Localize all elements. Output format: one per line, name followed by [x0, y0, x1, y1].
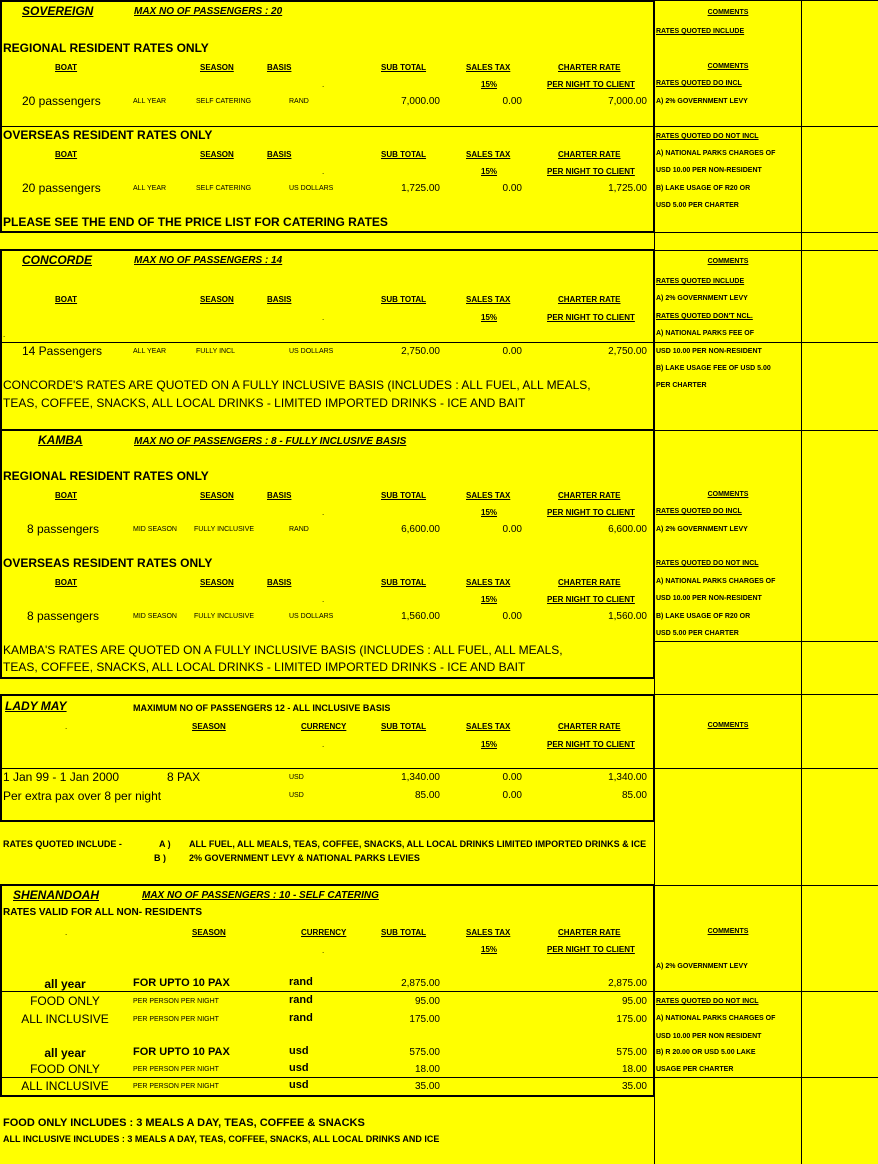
comment-line: RATES QUOTED INCLUDE — [656, 278, 745, 285]
boat-name-concorde: CONCORDE — [22, 253, 93, 267]
header-season: SEASON — [192, 722, 226, 731]
header-tax-pct: 15% — [481, 740, 498, 749]
comment-line: B) LAKE USAGE OF R20 OR — [656, 613, 751, 620]
row-season: PER PERSON PER NIGHT — [133, 1083, 219, 1090]
header-per-night: PER NIGHT TO CLIENT — [547, 167, 635, 176]
row-rate: 18.00 — [621, 1064, 647, 1075]
row-currency: rand — [289, 994, 313, 1006]
row-currency: usd — [289, 1079, 309, 1091]
kamba-note-1: KAMBA'S RATES ARE QUOTED ON A FULLY INCLUSIVE BASIS (INCLUDES : ALL FUEL, ALL MEALS, — [3, 643, 563, 657]
comment-line: RATES QUOTED DO NOT INCL — [656, 998, 759, 1005]
header-subtotal: SUB TOTAL — [381, 578, 427, 587]
header-charter: CHARTER RATE — [558, 578, 621, 587]
comments-heading: COMMENTS — [707, 928, 749, 935]
row-currency: USD — [289, 792, 304, 799]
food-only-note: FOOD ONLY INCLUDES : 3 MEALS A DAY, TEAS, COFFEE & SNACKS — [3, 1117, 365, 1129]
comments-heading: COMMENTS — [707, 63, 749, 70]
grid-line — [654, 885, 878, 886]
header-per-night: PER NIGHT TO CLIENT — [547, 595, 635, 604]
row-subtotal: 7,000.00 — [401, 96, 440, 107]
header-subtotal: SUB TOTAL — [381, 928, 427, 937]
row-currency: US DOLLARS — [289, 348, 334, 355]
row-subtotal: 2,750.00 — [401, 346, 440, 357]
row-subtotal: 1,560.00 — [401, 611, 440, 622]
comment-line: USD 10.00 PER NON-RESIDENT — [656, 167, 762, 174]
row-currency: RAND — [289, 526, 309, 533]
row-season: ALL YEAR — [133, 98, 167, 105]
header-subtotal: SUB TOTAL — [381, 150, 427, 159]
header-season: SEASON — [200, 63, 234, 72]
row-boat: 8 passengers — [27, 522, 100, 536]
grid-line — [654, 0, 878, 1]
header-dot: . — [322, 508, 325, 517]
max-passengers-ladymay: MAXIMUM NO OF PASSENGERS 12 - ALL INCLUSIVE BASIS — [133, 703, 391, 713]
rates-include-b-text: 2% GOVERNMENT LEVY & NATIONAL PARKS LEVIES — [189, 853, 420, 863]
regional-title-kamba: REGIONAL RESIDENT RATES ONLY — [3, 469, 209, 483]
comment-line: A) 2% GOVERNMENT LEVY — [656, 98, 748, 105]
ladymay-row-label: 1 Jan 99 - 1 Jan 2000 — [3, 770, 120, 784]
row-currency: USD — [289, 774, 304, 781]
row-season: FOR UPTO 10 PAX — [133, 977, 230, 989]
header-dot: . — [322, 595, 325, 604]
comment-line: RATES QUOTED DON'T NCL. — [656, 313, 753, 320]
sovereign-note: PLEASE SEE THE END OF THE PRICE LIST FOR CATERING RATES — [3, 215, 388, 229]
comment-line: A) 2% GOVERNMENT LEVY — [656, 295, 748, 302]
regional-title-sovereign: REGIONAL RESIDENT RATES ONLY — [3, 41, 209, 55]
comment-line: PER CHARTER — [656, 382, 707, 389]
row-subtotal: 175.00 — [409, 1014, 440, 1025]
header-charter: CHARTER RATE — [558, 63, 621, 72]
header-tax-pct: 15% — [481, 167, 498, 176]
row-currency: rand — [289, 1012, 313, 1024]
concorde-note-1: CONCORDE'S RATES ARE QUOTED ON A FULLY INCLUSIVE BASIS (INCLUDES : ALL FUEL, ALL MEALS, — [3, 378, 591, 392]
grid-line — [654, 430, 878, 431]
row-currency: US DOLLARS — [289, 185, 334, 192]
row-currency: usd — [289, 1045, 309, 1057]
comment-line: A) NATIONAL PARKS CHARGES OF — [656, 578, 776, 585]
rates-include-a: A ) — [159, 839, 171, 849]
row-currency: rand — [289, 976, 313, 988]
row-currency: usd — [289, 1062, 309, 1074]
row-rate: 1,560.00 — [608, 611, 647, 622]
header-boat: BOAT — [55, 491, 78, 500]
row-subtotal: 18.00 — [414, 1064, 440, 1075]
comment-line: USAGE PER CHARTER — [656, 1066, 734, 1073]
header-dot: . — [3, 330, 6, 339]
header-charter: CHARTER RATE — [558, 150, 621, 159]
comment-line: RATES QUOTED INCLUDE — [656, 28, 745, 35]
row-subtotal: 35.00 — [414, 1081, 440, 1092]
comment-line: USD 5.00 PER CHARTER — [656, 630, 739, 637]
shenandoah-row-label: all year — [44, 1046, 86, 1060]
row-basis: FULLY INCL — [196, 348, 236, 355]
row-rate: 95.00 — [621, 996, 647, 1007]
shenandoah-row-label: FOOD ONLY — [30, 1062, 100, 1076]
row-boat: 20 passengers — [22, 181, 101, 195]
row-season: PER PERSON PER NIGHT — [133, 1016, 219, 1023]
grid-line — [801, 0, 802, 1164]
row-tax: 0.00 — [502, 524, 522, 535]
header-tax-pct: 15% — [481, 80, 498, 89]
comment-line: A) NATIONAL PARKS FEE OF — [656, 330, 754, 337]
shenandoah-row-label: ALL INCLUSIVE — [21, 1079, 109, 1093]
max-passengers-shenandoah: MAX NO OF PASSENGERS : 10 - SELF CATERING — [142, 890, 379, 901]
header-dot: . — [65, 928, 68, 937]
header-per-night: PER NIGHT TO CLIENT — [547, 313, 635, 322]
header-season: SEASON — [200, 295, 234, 304]
comment-line: RATES QUOTED DO INCL — [656, 508, 742, 515]
header-charter: CHARTER RATE — [558, 722, 621, 731]
header-boat: BOAT — [55, 63, 78, 72]
comments-heading: COMMENTS — [707, 491, 749, 498]
header-salestax: SALES TAX — [466, 491, 511, 500]
header-basis: BASIS — [267, 63, 292, 72]
comments-heading: COMMENTS — [707, 722, 749, 729]
header-subtotal: SUB TOTAL — [381, 722, 427, 731]
grid-line — [654, 694, 878, 695]
row-basis: FULLY INCLUSIVE — [194, 526, 255, 533]
row-rate: 85.00 — [621, 790, 647, 801]
header-charter: CHARTER RATE — [558, 928, 621, 937]
row-basis: FULLY INCLUSIVE — [194, 613, 255, 620]
header-per-night: PER NIGHT TO CLIENT — [547, 945, 635, 954]
row-season: FOR UPTO 10 PAX — [133, 1046, 230, 1058]
header-basis: BASIS — [267, 295, 292, 304]
kamba-box — [0, 429, 655, 679]
header-dot: . — [322, 167, 325, 176]
row-tax: 0.00 — [502, 772, 522, 783]
row-basis: SELF CATERING — [196, 185, 252, 192]
boat-name-sovereign: SOVEREIGN — [22, 4, 94, 18]
row-season: ALL YEAR — [133, 185, 167, 192]
header-per-night: PER NIGHT TO CLIENT — [547, 508, 635, 517]
ladymay-row-label: Per extra pax over 8 per night — [3, 789, 162, 803]
concorde-note-2: TEAS, COFFEE, SNACKS, ALL LOCAL DRINKS - LIMITED IMPORTED DRINKS - ICE AND BAIT — [3, 396, 526, 410]
row-season: MID SEASON — [133, 526, 177, 533]
header-per-night: PER NIGHT TO CLIENT — [547, 80, 635, 89]
header-currency: CURRENCY — [301, 722, 347, 731]
row-rate: 1,725.00 — [608, 183, 647, 194]
overseas-title-sovereign: OVERSEAS RESIDENT RATES ONLY — [3, 128, 213, 142]
row-subtotal: 575.00 — [409, 1047, 440, 1058]
header-subtotal: SUB TOTAL — [381, 63, 427, 72]
row-tax: 0.00 — [502, 96, 522, 107]
header-dot: . — [65, 722, 68, 731]
header-season: SEASON — [200, 491, 234, 500]
header-tax-pct: 15% — [481, 313, 498, 322]
row-currency: RAND — [289, 98, 309, 105]
shenandoah-row-label: all year — [44, 977, 86, 991]
header-per-night: PER NIGHT TO CLIENT — [547, 740, 635, 749]
row-rate: 7,000.00 — [608, 96, 647, 107]
comments-heading: COMMENTS — [707, 9, 749, 16]
row-subtotal: 1,725.00 — [401, 183, 440, 194]
boat-name-ladymay: LADY MAY — [5, 699, 67, 713]
header-dot: . — [322, 740, 325, 749]
row-season: PER PERSON PER NIGHT — [133, 1066, 219, 1073]
row-rate: 2,750.00 — [608, 346, 647, 357]
header-charter: CHARTER RATE — [558, 295, 621, 304]
comment-line: A) 2% GOVERNMENT LEVY — [656, 526, 748, 533]
row-tax: 0.00 — [502, 611, 522, 622]
row-season: MID SEASON — [133, 613, 177, 620]
header-subtotal: SUB TOTAL — [381, 491, 427, 500]
header-salestax: SALES TAX — [466, 578, 511, 587]
comment-line: USD 10.00 PER NON RESIDENT — [656, 1033, 762, 1040]
comment-line: USD 10.00 PER NON-RESIDENT — [656, 348, 762, 355]
row-tax: 0.00 — [502, 790, 522, 801]
header-salestax: SALES TAX — [466, 722, 511, 731]
header-tax-pct: 15% — [481, 945, 498, 954]
header-basis: BASIS — [267, 150, 292, 159]
overseas-title-kamba: OVERSEAS RESIDENT RATES ONLY — [3, 556, 213, 570]
header-boat: BOAT — [55, 295, 78, 304]
rates-include-a-text: ALL FUEL, ALL MEALS, TEAS, COFFEE, SNACKS, ALL LOCAL DRINKS LIMITED IMPORTED DRINKS & ICE — [189, 839, 647, 849]
comment-line: RATES QUOTED DO NOT INCL — [656, 133, 759, 140]
header-dot: . — [322, 80, 325, 89]
sovereign-box — [0, 0, 655, 233]
max-passengers-sovereign: MAX NO OF PASSENGERS : 20 — [134, 6, 283, 17]
grid-line — [654, 641, 878, 642]
comment-line: USD 5.00 PER CHARTER — [656, 202, 739, 209]
header-season: SEASON — [192, 928, 226, 937]
header-salestax: SALES TAX — [466, 295, 511, 304]
header-dot: . — [322, 946, 325, 955]
header-subtotal: SUB TOTAL — [381, 295, 427, 304]
shenandoah-row-label: ALL INCLUSIVE — [21, 1012, 109, 1026]
shenandoah-row-label: FOOD ONLY — [30, 994, 100, 1008]
row-currency: US DOLLARS — [289, 613, 334, 620]
row-subtotal: 95.00 — [414, 996, 440, 1007]
header-boat: BOAT — [55, 150, 78, 159]
comments-heading: COMMENTS — [707, 258, 749, 265]
comment-line: B) R 20.00 OR USD 5.00 LAKE — [656, 1049, 756, 1056]
comment-line: USD 10.00 PER NON-RESIDENT — [656, 595, 762, 602]
row-boat: 14 Passengers — [22, 344, 103, 358]
row-season: PER PERSON PER NIGHT — [133, 998, 219, 1005]
header-dot: . — [322, 313, 325, 322]
row-rate: 6,600.00 — [608, 524, 647, 535]
header-salestax: SALES TAX — [466, 928, 511, 937]
header-basis: BASIS — [267, 491, 292, 500]
row-season: ALL YEAR — [133, 348, 167, 355]
shenandoah-valid: RATES VALID FOR ALL NON- RESIDENTS — [3, 907, 203, 918]
row-rate: 35.00 — [621, 1081, 647, 1092]
header-charter: CHARTER RATE — [558, 491, 621, 500]
row-boat: 8 passengers — [27, 609, 100, 623]
comment-line: A) NATIONAL PARKS CHARGES OF — [656, 1015, 776, 1022]
boat-name-kamba: KAMBA — [38, 433, 83, 447]
ladymay-row-pax: 8 PAX — [167, 770, 201, 784]
comment-line: A) NATIONAL PARKS CHARGES OF — [656, 150, 776, 157]
grid-line — [654, 232, 878, 233]
comment-line: RATES QUOTED DO INCL — [656, 80, 742, 87]
row-tax: 0.00 — [502, 346, 522, 357]
all-inclusive-note: ALL INCLUSIVE INCLUDES : 3 MEALS A DAY, TEAS, COFFEE, SNACKS, ALL LOCAL DRINKS AND ICE — [3, 1134, 440, 1144]
comment-line: RATES QUOTED DO NOT INCL — [656, 560, 759, 567]
header-basis: BASIS — [267, 578, 292, 587]
comment-line: A) 2% GOVERNMENT LEVY — [656, 963, 748, 970]
rates-include-b: B ) — [154, 853, 166, 863]
row-rate: 2,875.00 — [608, 978, 647, 989]
row-rate: 575.00 — [616, 1047, 647, 1058]
header-salestax: SALES TAX — [466, 150, 511, 159]
rates-include-label: RATES QUOTED INCLUDE - — [3, 839, 122, 849]
row-rate: 1,340.00 — [608, 772, 647, 783]
max-passengers-concorde: MAX NO OF PASSENGERS : 14 — [134, 255, 283, 266]
row-basis: SELF CATERING — [196, 98, 252, 105]
header-tax-pct: 15% — [481, 508, 498, 517]
row-subtotal: 1,340.00 — [401, 772, 440, 783]
comment-line: B) LAKE USAGE FEE OF USD 5.00 — [656, 365, 771, 372]
header-season: SEASON — [200, 150, 234, 159]
kamba-note-2: TEAS, COFFEE, SNACKS, ALL LOCAL DRINKS - LIMITED IMPORTED DRINKS - ICE AND BAIT — [3, 660, 526, 674]
row-tax: 0.00 — [502, 183, 522, 194]
comment-line: B) LAKE USAGE OF R20 OR — [656, 185, 751, 192]
header-salestax: SALES TAX — [466, 63, 511, 72]
header-tax-pct: 15% — [481, 595, 498, 604]
row-boat: 20 passengers — [22, 94, 101, 108]
row-subtotal: 6,600.00 — [401, 524, 440, 535]
row-subtotal: 85.00 — [414, 790, 440, 801]
header-season: SEASON — [200, 578, 234, 587]
row-rate: 175.00 — [616, 1014, 647, 1025]
header-boat: BOAT — [55, 578, 78, 587]
boat-name-shenandoah: SHENANDOAH — [13, 888, 100, 902]
row-subtotal: 2,875.00 — [401, 978, 440, 989]
max-passengers-kamba: MAX NO OF PASSENGERS : 8 - FULLY INCLUSIVE BASIS — [134, 436, 407, 447]
header-currency: CURRENCY — [301, 928, 347, 937]
